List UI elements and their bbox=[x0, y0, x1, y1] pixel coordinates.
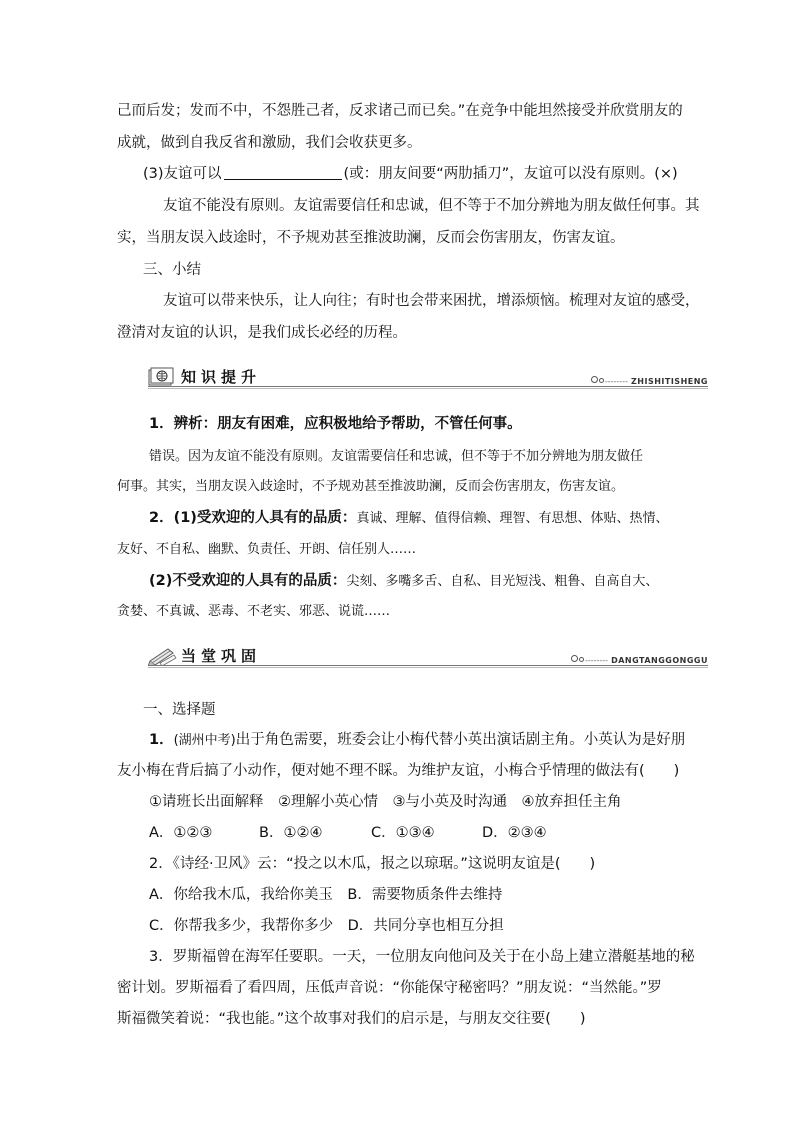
exercise-question-1 bbox=[149, 730, 685, 751]
exercise-question-3: 3．罗斯福曾在海军任要职。一天，一位朋友向他问及关于在小岛上建立潜艇基地的秘 bbox=[149, 949, 695, 965]
option-b: B．①②④ bbox=[259, 825, 323, 841]
question-text: 出于角色需要，班委会让小梅代替小英出演话剧主角。小英认为是好朋 bbox=[235, 732, 686, 748]
text-line: 澄清对友谊的认识，是我们成长必经的历程。 bbox=[117, 325, 407, 341]
text-line: 己而后发；发而不中，不怨胜己者，反求诸己而已矣。”在竞争中能坦然接受并欣赏朋友的 bbox=[117, 103, 683, 119]
option-c: C．①③④ bbox=[371, 825, 435, 841]
exercise-question-1-cont: 友小梅在背后搞了小动作，便对她不理不睬。为维护友谊，小梅合乎情理的做法有( ) bbox=[117, 763, 680, 779]
exercise-question-1-items: ①请班长出面解释 ②理解小英心情 ③与小英及时沟通 ④放弃担任主角 bbox=[149, 794, 622, 810]
knowledge-answer-2-2-cont: 贪婪、不真诚、恶毒、不老实、邪恶、说谎…… bbox=[117, 604, 391, 619]
option-d: D．②③④ bbox=[482, 825, 547, 841]
question-source: (湖州中考) bbox=[173, 733, 236, 748]
exercise-question-3-cont: 斯福微笑着说：“我也能。”这个故事对我们的启示是，与朋友交往要( ) bbox=[117, 1011, 586, 1027]
exercise-question-1-options bbox=[149, 823, 212, 843]
knowledge-answer-1-cont: 何事。其实，当朋友误入歧途时，不予规劝甚至推波助澜，反而会伤害朋友，伤害友谊。 bbox=[117, 479, 625, 494]
section-heading: 一、选择题 bbox=[143, 702, 216, 718]
exercise-question-3-cont: 密计划。罗斯福看了看四周，压低声音说：“你能保守秘密吗？”朋友说：“当然能。”罗 bbox=[117, 980, 662, 996]
section-heading: 三、小结 bbox=[143, 262, 201, 278]
knowledge-question-1: 1．辨析：朋友有困难，应积极地给予帮助，不管任何事。 bbox=[149, 416, 522, 432]
dash-decoration: -------- bbox=[604, 377, 628, 386]
exercise-question-2-options-cd: C．你帮我多少，我帮你多少 D．共同分享也相互分担 bbox=[149, 918, 504, 934]
option-a: A．①②③ bbox=[149, 825, 213, 841]
text-line: 友谊可以带来快乐，让人向往；有时也会带来困扰，增添烦恼。梳理对友谊的感受， bbox=[163, 293, 700, 309]
banner-title: 当堂巩固 bbox=[181, 647, 262, 665]
banner-tag bbox=[571, 655, 708, 665]
circle-icon bbox=[579, 657, 584, 662]
question-number: 1． bbox=[149, 732, 174, 748]
banner-tag-text: ZHISHITISHENG bbox=[630, 377, 708, 386]
circle-icon bbox=[571, 655, 578, 662]
circle-icon bbox=[599, 378, 604, 383]
answer-text: 尖刻、多嘴多舌、自私、目光短浅、粗鲁、自高自大、 bbox=[346, 574, 659, 589]
section-banner-practice bbox=[148, 644, 708, 670]
exercise-question-2-options-ab: A．你给我木瓜，我给你美玉 B．需要物质条件去维持 bbox=[149, 887, 503, 903]
banner-rule bbox=[148, 386, 708, 389]
dash-decoration: -------- bbox=[584, 656, 609, 665]
banner-title: 知识提升 bbox=[181, 368, 262, 386]
knowledge-answer-1: 错误。因为友谊不能没有原则。友谊需要信任和忠诚，但不等于不加分辨地为朋友做任 bbox=[149, 449, 644, 464]
circle-icon bbox=[591, 376, 598, 383]
answer-text: 真诚、理解、值得信赖、理智、有思想、体贴、热情、 bbox=[356, 511, 669, 526]
text-line: 成就，做到自我反省和激励，我们会收获更多。 bbox=[117, 135, 422, 151]
item3-suffix: (或：朋友间要“两肋插刀”，友谊可以没有原则。(×) bbox=[343, 166, 678, 182]
question-label: 2．(1)受欢迎的人具有的品质： bbox=[149, 510, 357, 526]
answer-item-3 bbox=[143, 164, 678, 184]
item3-prefix: (3)友谊可以 bbox=[143, 166, 222, 182]
fill-blank bbox=[224, 165, 342, 180]
globe-book-icon bbox=[148, 367, 178, 387]
text-line: 实，当朋友误入歧途时，不予规劝甚至推波助澜，反而会伤害朋友，伤害友谊。 bbox=[117, 230, 625, 246]
pencil-icon bbox=[148, 646, 178, 666]
knowledge-answer-2-1-cont: 友好、不自私、幽默、负责任、开朗、信任别人…… bbox=[117, 542, 417, 557]
knowledge-question-2-1 bbox=[149, 508, 668, 529]
banner-tag-text: DANGTANGGONGGU bbox=[611, 656, 708, 665]
question-label: (2)不受欢迎的人具有的品质： bbox=[149, 573, 347, 589]
exercise-question-2: 2．《诗经·卫风》云：“投之以木瓜，报之以琼琚。”这说明友谊是( ) bbox=[149, 856, 596, 872]
section-banner-knowledge bbox=[148, 365, 708, 391]
banner-tag bbox=[591, 376, 708, 386]
knowledge-question-2-2 bbox=[149, 571, 658, 592]
banner-rule bbox=[148, 665, 708, 668]
text-line: 友谊不能没有原则。友谊需要信任和忠诚，但不等于不加分辨地为朋友做任何事。其 bbox=[163, 198, 700, 214]
